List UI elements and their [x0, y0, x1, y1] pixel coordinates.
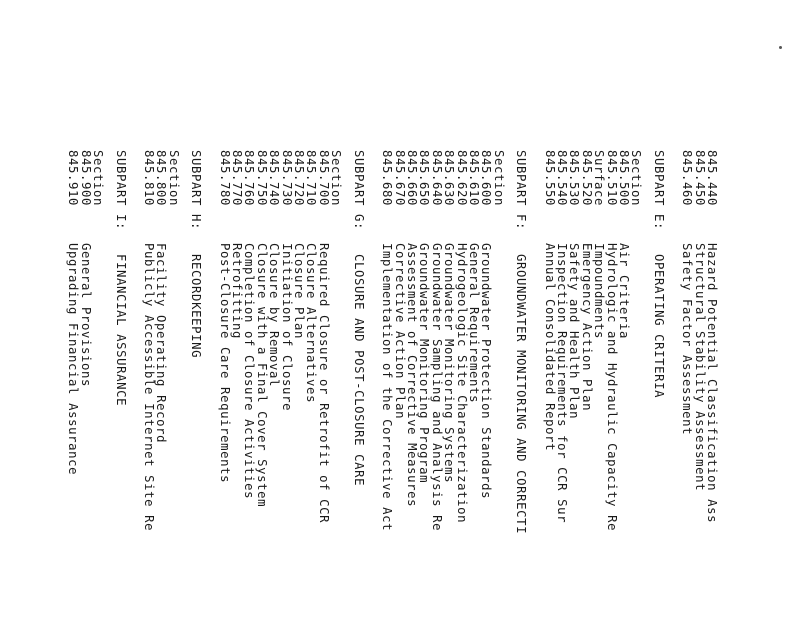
section-number: 845.550 — [542, 150, 557, 207]
section-number: 845.730 — [279, 150, 294, 207]
section-number: 845.540 — [554, 150, 569, 207]
section-title: Safety and Health Plan — [567, 243, 582, 420]
section-title: Retrofitting — [230, 243, 245, 340]
section-number: Surface — [592, 150, 607, 207]
section-number: 845.440 — [705, 150, 719, 207]
section-title: Groundwater Sampling and Analysis Re — [429, 243, 444, 532]
section-number: 845.750 — [254, 150, 269, 207]
subpart-heading: SUBPART G: CLOSURE AND POST-CLOSURE CARE — [351, 150, 366, 487]
section-title: Required Closure or Retrofit of CCR — [316, 243, 331, 524]
section-number: 845.460 — [680, 150, 695, 207]
section-number: 845.680 — [380, 150, 395, 207]
section-number: 845.800 — [154, 150, 169, 207]
subpart-heading: SUBPART F: GROUNDWATER MONITORING AND CORRECTI — [514, 150, 529, 535]
section-title: Annual Consolidated Report — [542, 243, 557, 452]
section-title: Assessment of Corrective Measures — [404, 243, 419, 508]
section-title: Implementation of the Corrective Act — [380, 243, 395, 532]
section-number: 845.520 — [579, 150, 594, 207]
section-number: 845.630 — [442, 150, 457, 207]
section-number: 845.810 — [142, 150, 157, 207]
section-title: Upgrading Financial Assurance — [66, 243, 81, 476]
section-title: Completion of Closure Activities — [242, 243, 257, 500]
section-number: 845.760 — [242, 150, 257, 207]
section-title: Safety Factor Assessment — [680, 243, 695, 436]
section-label: Section — [329, 150, 344, 207]
section-number: 845.500 — [616, 150, 631, 207]
section-number: 845.450 — [692, 150, 707, 207]
section-number: 845.660 — [404, 150, 419, 207]
section-number: 845.530 — [567, 150, 582, 207]
section-title: Inspection Requirements for CCR Sur — [554, 243, 569, 524]
section-number: 845.670 — [392, 150, 407, 207]
subpart-heading: SUBPART I: FINANCIAL ASSURANCE — [113, 150, 128, 407]
section-title: Structural Stability Assessment — [692, 243, 707, 492]
section-title: Facility Operating Record — [154, 243, 169, 444]
section-title: Groundwater Monitoring Program — [417, 243, 432, 484]
section-number: 845.600 — [479, 150, 494, 207]
section-number: 845.620 — [454, 150, 469, 207]
subpart-heading: SUBPART H: RECORDKEEPING — [189, 150, 204, 359]
section-title: General Requirements — [466, 243, 481, 404]
section-title: Hazard Potential Classification Ass — [705, 243, 719, 524]
section-number: 845.900 — [78, 150, 93, 207]
section-title: Corrective Action Plan — [392, 243, 407, 420]
section-label: Section — [491, 150, 506, 207]
section-title: Air Criteria — [616, 243, 631, 340]
section-title: Impoundments — [592, 243, 607, 340]
section-number: 845.770 — [230, 150, 245, 207]
section-title: General Provisions — [78, 243, 93, 388]
section-number: 845.510 — [604, 150, 619, 207]
scan-speck — [779, 46, 782, 49]
section-title: Closure Plan — [292, 243, 307, 340]
section-title: Closure with a Final Cover System — [254, 243, 269, 508]
section-title: Emergency Action Plan — [579, 243, 594, 412]
section-label: Section — [91, 150, 106, 207]
section-number: 845.700 — [316, 150, 331, 207]
section-label: Section — [166, 150, 181, 207]
section-title: Hydrogeologic Site Characterization — [454, 243, 469, 524]
section-number: 845.720 — [292, 150, 307, 207]
section-title: Initiation of Closure — [279, 243, 294, 412]
section-number: 845.780 — [217, 150, 232, 207]
section-title: Publicly Accessible Internet Site Re — [142, 243, 157, 532]
section-number: 845.640 — [429, 150, 444, 207]
section-number: 845.910 — [66, 150, 81, 207]
section-number: 845.610 — [466, 150, 481, 207]
section-title: Closure Alternatives — [304, 243, 319, 404]
section-title: Hydrologic and Hydraulic Capacity Re — [604, 243, 619, 532]
section-title: Groundwater Monitoring Systems — [442, 243, 457, 484]
section-number: 845.650 — [417, 150, 432, 207]
section-title: Groundwater Protection Standards — [479, 243, 494, 500]
subpart-heading: SUBPART E: OPERATING CRITERIA — [651, 150, 666, 399]
section-label: Section — [629, 150, 644, 207]
section-number: 845.740 — [267, 150, 282, 207]
section-number: 845.710 — [304, 150, 319, 207]
section-title: Closure by Removal — [267, 243, 282, 388]
section-title: Post-Closure Care Requirements — [217, 243, 232, 484]
